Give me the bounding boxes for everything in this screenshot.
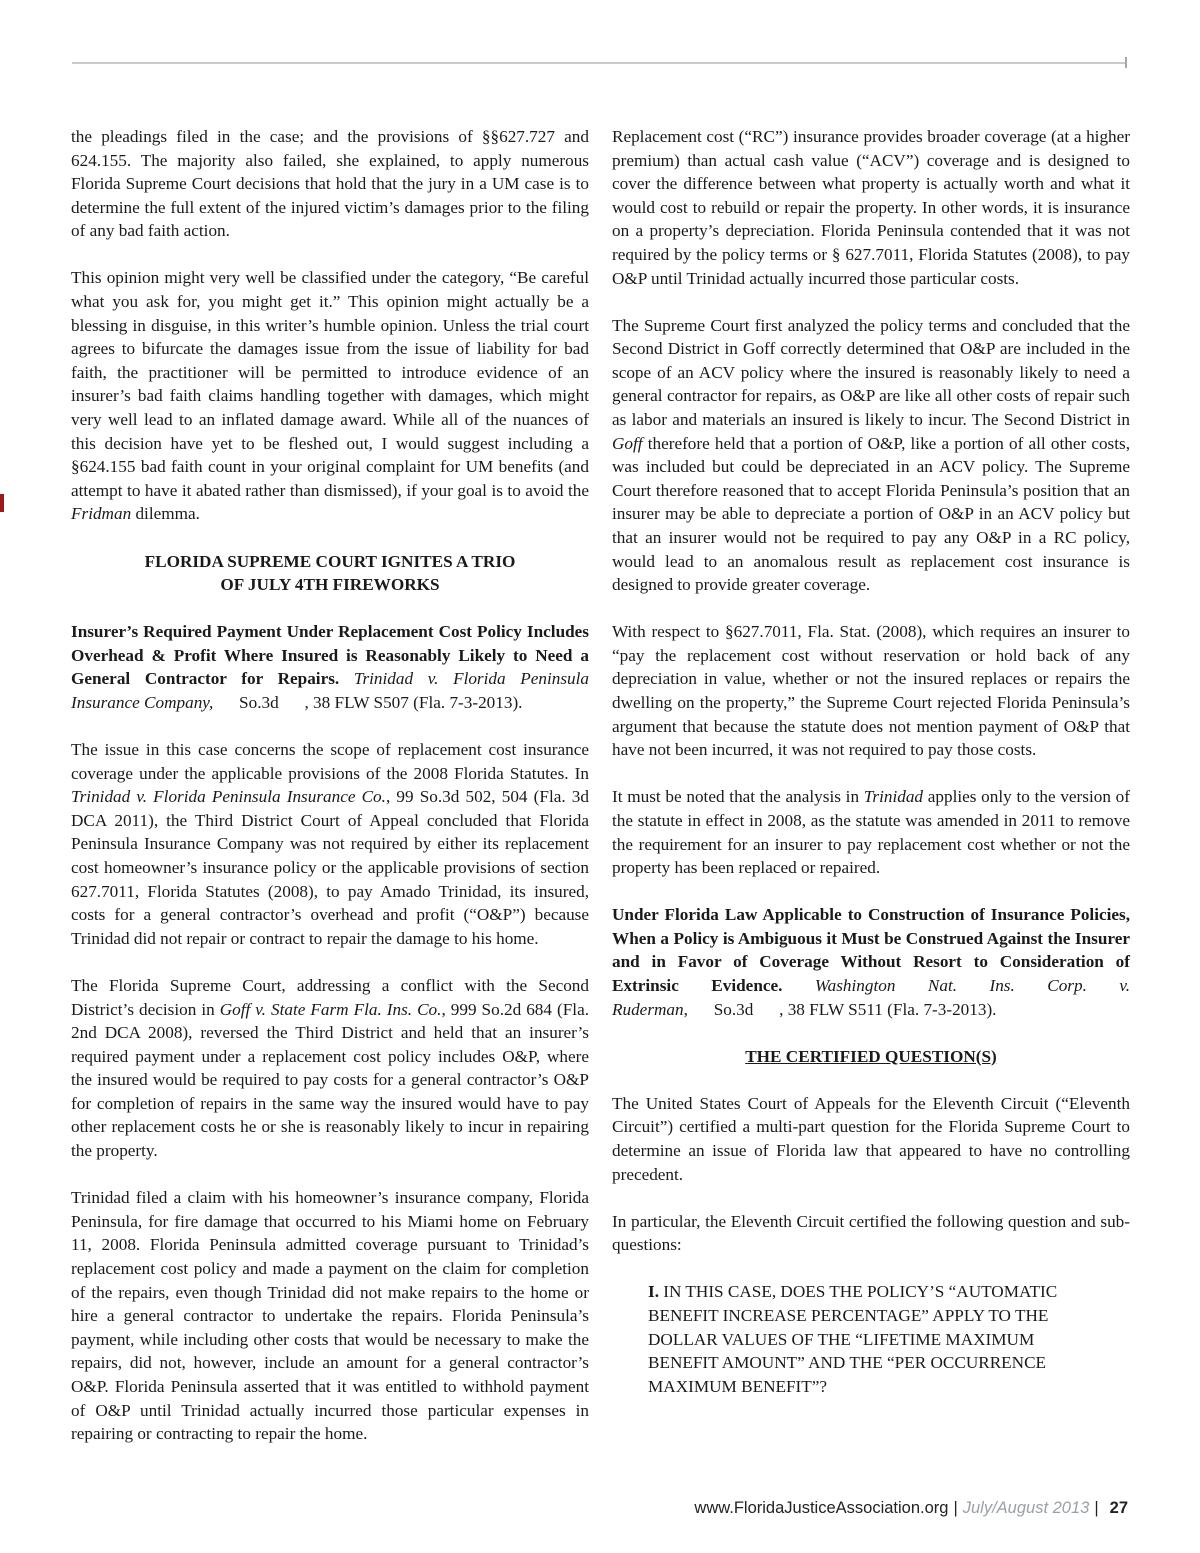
case-name-italic: Trinidad [863,787,924,807]
section-heading-certified-questions: THE CERTIFIED QUESTION(S) [745,1046,997,1066]
footer-separator: | [1094,1499,1099,1517]
case-name-italic: Fridman [71,504,132,524]
left-paragraph-5: Trinidad filed a claim with his homeowner’s insurance company, Florida Peninsula, for fire damage that occurred to his Miami home on February 11, 2008. Florida Peninsula admitted coverage pursuant to Trinidad’s replacement cost policy and made a payment on the claim for completion of the repairs, even though Trinidad did not make repairs to the home or hire a general contractor to undertake the repairs. Florida Peninsula’s payment, while including other costs that would be necessary to make the repairs, did not, however, include an amount for a general contractor’s O&P. Florida Peninsula asserted that it was entitled to withhold payment of O&P until Trinidad actually incurred those particular expenses in repairing or contracting to repair the home. [71,1188,589,1444]
text-run: It must be noted that the analysis in [612,787,864,807]
right-paragraph-3: With respect to §627.7011, Fla. Stat. (2008), which requires an insurer to “pay the replacement cost without reservation or hold back of any depreciation in value, whether or not the insured replaces or repairs the dwelling on the property,” the Supreme Court rejected Florida Peninsula’s argument that because the statute does not mention payment of O&P that have not been incurred, it was not required to pay those costs. [612,622,1130,760]
text-run: applies only to the version of the statute in effect in 2008, as the statute was amended in 2011 to remove the requirement for an insurer to pay replacement cost whether or not the property has been replaced or repaired. [612,787,1130,878]
left-paragraph-3 [71,738,589,950]
text-run: The Florida Supreme Court, addressing a conflict with the Second District’s decision in [71,975,589,1019]
left-paragraph-1: the pleadings filed in the case; and the provisions of §§627.727 and 624.155. The majority also failed, she explained, to apply numerous Florida Supreme Court decisions that hold that the jury in a UM case is to determine the full extent of the injured victim’s damages prior to the filing of any bad faith action. [71,127,589,241]
heading-line-1: FLORIDA SUPREME COURT IGNITES A TRIO [144,551,516,571]
text-run: , 99 So.3d 502, 504 (Fla. 3d DCA 2011), the Third District Court of Appeal concluded that Florida Peninsula Insurance Company was not required by either its replacement cost homeowner’s insurance policy or the applicable provisions of section 627.7011, Florida Statutes (2008), to pay Amado Trinidad, its insured, costs for a general contractor’s overhead and profit (“O&P”) because Trinidad did not repair or contract to repair the damage to his home. [71,787,589,948]
case-headline: Insurer’s Required Payment Under Replacement Cost Policy Includes Overhead & Profit Where Insured is Reasonably Likely to Need a General Contractor for Repairs. [71,622,589,689]
right-paragraph-6: In particular, the Eleventh Circuit certified the following question and sub-questions: [612,1211,1130,1255]
right-column [612,125,1130,1398]
text-run: The Supreme Court first analyzed the policy terms and concluded that the Second District in Goff correctly determined that O&P are included in the scope of an ACV policy where the insured is reasonably likely to need a general contractor for repairs, as O&P are like all other costs of repair such as labor and materials an insured is likely to incur. The Second District in [612,315,1130,430]
case-ruderman-summary [612,903,1130,1021]
section-heading-fireworks [71,550,589,597]
text-run: The issue in this case concerns the scope of replacement cost insurance coverage under the applicable provisions of the 2008 Florida Statutes. In [71,740,589,783]
question-number: I. [648,1282,659,1302]
header-rule-cap [1125,57,1127,68]
margin-marker [0,494,4,512]
left-paragraph-4 [71,974,589,1163]
right-paragraph-1: Replacement cost (“RC”) insurance provides broader coverage (at a higher premium) than actual cash value (“ACV”) coverage and is designed to cover the difference between what property is actually worth and what it would cost to rebuild or repair the property. In other words, it is insurance on a property’s depreciation. Florida Peninsula contended that it was not required by the policy terms or § 627.7011, Florida Statutes (2008), to pay O&P until Trinidad actually incurred those particular costs. [612,127,1130,288]
page-footer [694,1499,1128,1518]
header-rule [72,62,1126,64]
right-paragraph-5: The United States Court of Appeals for the Eleventh Circuit (“Eleventh Circuit”) certified a multi-part question for the Florida Supreme Court to determine an issue of Florida law that appeared to have no controlling precedent. [612,1093,1130,1184]
case-headline: Under Florida Law Applicable to Construction of Insurance Policies, When a Policy is Ambiguous it Must be Construed Against the Insurer and in Favor of Coverage Without Resort to Consideration of Extrinsic Evidence. [612,905,1130,995]
left-paragraph-2 [71,266,589,526]
footer-website: www.FloridaJusticeAssociation.org [694,1499,949,1517]
text-run: therefore held that a portion of O&P, like a portion of all other costs, was included but could be depreciated in an ACV policy. The Supreme Court therefore reasoned that to accept Florida Peninsula’s position that an insurer may be able to depreciate a portion of O&P in an ACV policy but that an insurer would not be required to pay any O&P in a RC policy, would lead to an anomalous result as replacement cost insurance is designed to provide greater coverage. [612,433,1130,595]
case-citation-italic: Trinidad v. Florida Peninsula Insurance Company, [71,669,589,712]
footer-issue: July/August 2013 [962,1499,1090,1517]
heading-line-2: OF JULY 4TH FIREWORKS [220,575,440,595]
text-run: dilemma. [131,504,200,524]
text-run: This opinion might very well be classified under the category, “Be careful what you ask for, you might get it.” This opinion might actually be a blessing in disguise, in this writer’s humble opinion. Unless the trial court agrees to bifurcate the damages issue from the issue of liability for bad faith, the practitioner will be permitted to introduce evidence of an insurer’s bad faith claims handling together with damages, which might very well lead to an inflated damage award. While all of the nuances of this decision have yet to be fleshed out, I would suggest including a §624.155 bad faith count in your original complaint for UM benefits (and attempt to have it abated rather than dismissed), if your goal is to avoid the [71,268,589,500]
case-citation-italic: Washington Nat. Ins. Corp. v. Ruderman [612,976,1130,1019]
right-paragraph-4 [612,785,1130,879]
case-name-italic: Goff [612,433,643,453]
text-run: , 999 So.2d 684 (Fla. 2nd DCA 2008), reversed the Third District and held that an insurer’s required payment under a replacement cost policy includes O&P, where the insured would be required to pay costs for a general contractor’s O&P for completion of repairs in the same way the insured would have to pay other replacement costs he or she is reasonably likely to incur in repairing the property. [71,999,589,1161]
certified-question-1 [648,1280,1095,1398]
question-text: IN THIS CASE, DOES THE POLICY’S “AUTOMATIC BENEFIT INCREASE PERCENTAGE” APPLY TO THE DOLLAR VALUES OF THE “LIFETIME MAXIMUM BENEFIT AMOUNT” AND THE “PER OCCURRENCE MAXIMUM BENEFIT”? [648,1282,1058,1396]
page-number: 27 [1109,1499,1128,1517]
case-name-italic: Trinidad v. Florida Peninsula Insurance Co. [71,787,386,807]
case-name-italic: Goff v. State Farm Fla. Ins. Co. [219,999,442,1019]
case-citation: So.3d , 38 FLW S507 (Fla. 7-3-2013). [213,692,523,712]
right-paragraph-2 [612,314,1130,597]
case-trinidad-summary [71,620,589,714]
case-citation: , So.3d , 38 FLW S511 (Fla. 7-3-2013). [683,999,997,1019]
footer-separator: | [953,1499,958,1517]
left-column [71,125,589,1469]
